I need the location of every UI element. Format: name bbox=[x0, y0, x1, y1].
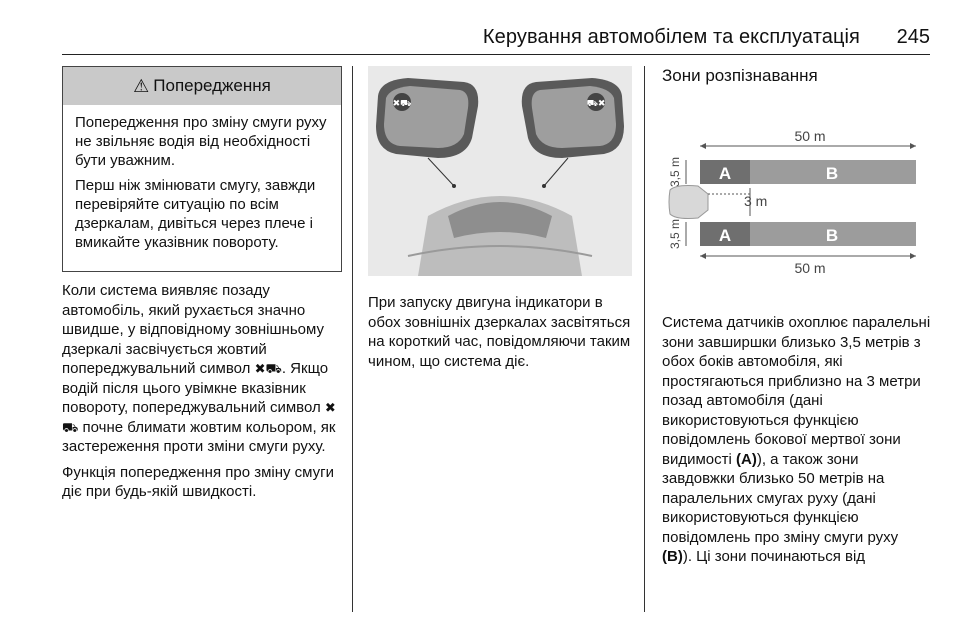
lane-change-warning-icon: ✖⛟ bbox=[254, 361, 282, 376]
text-span: ), а також зони завдовжки близько 50 метрів на паралельних смугах руху (дані використовуються функцією повідомлень про зміну смуги руху bbox=[662, 450, 899, 546]
column-2-text bbox=[368, 293, 636, 377]
zone-b-bottom-label: B bbox=[825, 226, 839, 245]
gap-label: 3 m bbox=[744, 193, 768, 209]
column-3-text bbox=[662, 313, 932, 573]
text-span: Коли система виявляє позаду автомобіль, який рухається значно швидше, у відповідному зовнішньому дзеркалі засвічується жовтий попереджувальний символ bbox=[62, 282, 324, 377]
bottom-length-label: 50 m bbox=[794, 260, 826, 276]
column-divider-1 bbox=[352, 66, 353, 612]
bottom-width-label: 3,5 m bbox=[668, 218, 682, 250]
page-number: 245 bbox=[896, 26, 930, 48]
paragraph-zones bbox=[662, 313, 932, 567]
text-span: ). Ці зони починаються від bbox=[682, 548, 866, 565]
header-rule bbox=[62, 54, 930, 55]
page-header-title: Керування автомобілем та експлуатація bbox=[482, 26, 860, 48]
zone-a-bottom-label: A bbox=[718, 226, 732, 245]
section-title: Зони розпізнавання bbox=[662, 66, 818, 85]
warning-triangle-icon: ⚠ bbox=[133, 75, 150, 96]
text-span: . Якщо водій після цього увімкне вказівник повороту, попереджувальний символ bbox=[62, 360, 329, 416]
top-length-label: 50 m bbox=[794, 128, 826, 144]
zone-b-ref: (B) bbox=[662, 548, 683, 565]
zone-b-top-label: B bbox=[825, 164, 839, 183]
detection-zones-diagram bbox=[662, 110, 926, 296]
mirrors-illustration bbox=[368, 66, 632, 276]
text-span: Система датчиків охоплює паралельні зони завширшки близько 3,5 метрів з обох боків автомобіля, які простягаються приблизно на 3 метри позад автомобіля (дані використовуються функцією повідомлень бокової мертвої зони видимості bbox=[662, 314, 931, 468]
warning-box bbox=[62, 66, 342, 272]
paragraph-startup: При запуску двигуна індикатори в обох зовнішніх дзеркалах засвітяться на короткий час, повідомляючи таким чином, що система діє. bbox=[368, 294, 631, 370]
right-mirror-indicator-icon: ⛟✖ bbox=[586, 99, 606, 109]
warning-title: Попередження bbox=[153, 76, 271, 95]
top-width-label: 3,5 m bbox=[668, 156, 682, 188]
warning-header bbox=[63, 67, 341, 105]
column-1-text bbox=[62, 281, 346, 508]
text-span: почне блимати жовтим кольором, як застереження проти зміни смуги руху. bbox=[62, 418, 336, 455]
warning-paragraph-2: Перш ніж змінювати смугу, завжди перевіряйте ситуацію по всім дзеркалам, дивіться через плече і вмикайте указівник повороту. bbox=[75, 177, 316, 251]
warning-paragraph-1: Попередження про зміну смуги руху не звільняє водія від необхідності бути уважним. bbox=[75, 114, 327, 169]
column-divider-2 bbox=[644, 66, 645, 612]
lane-change-warning-icon: ✖⛟ bbox=[62, 400, 336, 435]
zone-a-ref: (A) bbox=[736, 450, 757, 468]
zone-a-top-label: A bbox=[718, 164, 732, 183]
paragraph-detection bbox=[62, 281, 346, 457]
paragraph-speed: Функція попередження про зміну смуги діє при будь-якій швидкості. bbox=[62, 463, 335, 500]
left-mirror-indicator-icon: ✖⛟ bbox=[392, 99, 412, 109]
warning-body bbox=[63, 105, 341, 252]
